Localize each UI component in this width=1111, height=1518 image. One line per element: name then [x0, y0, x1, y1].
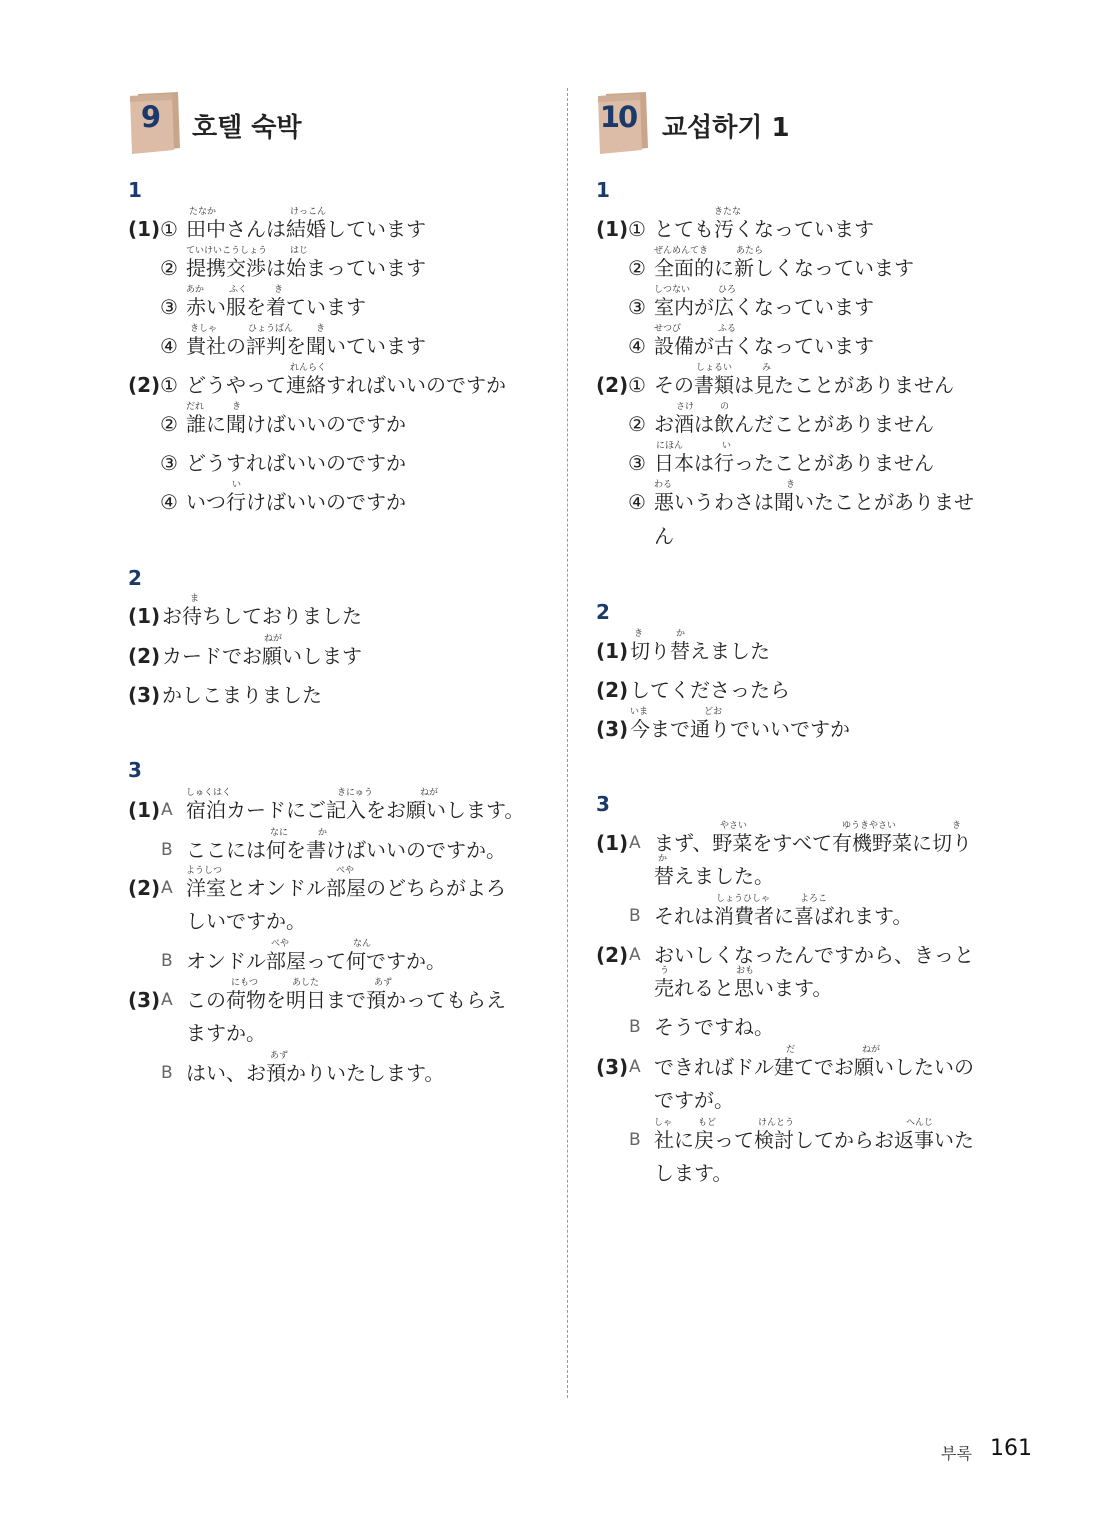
section-number: 1 — [128, 178, 142, 202]
unit-9-badge — [128, 90, 180, 154]
unit-number: 10 — [599, 100, 637, 134]
section-number: 2 — [128, 566, 142, 590]
unit-10-badge — [596, 90, 648, 154]
unit-title: 호텔 숙박 — [192, 113, 302, 143]
page-number: 161 — [990, 1436, 1032, 1461]
section-number: 2 — [596, 600, 610, 624]
section-number: 3 — [128, 758, 142, 782]
footer-label: 부록 — [941, 1444, 972, 1463]
column-divider — [567, 88, 568, 1398]
section-number: 3 — [596, 792, 610, 816]
unit-title: 교섭하기 1 — [662, 113, 790, 143]
unit-number: 9 — [140, 100, 160, 134]
section-number: 1 — [596, 178, 610, 202]
